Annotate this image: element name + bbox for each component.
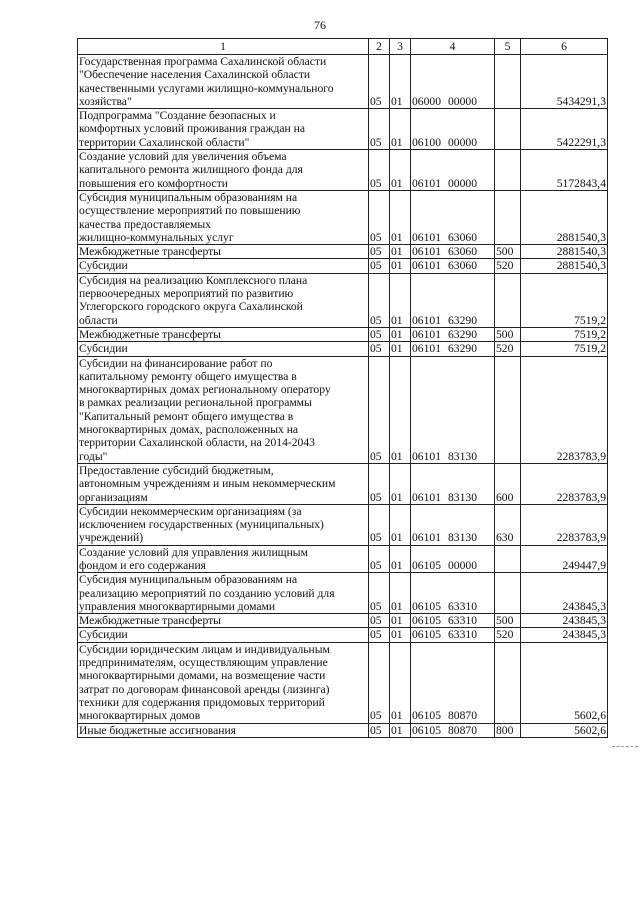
column-header: 5 [495, 39, 521, 55]
section-code: 05 [369, 504, 390, 545]
expense-type-code [495, 545, 521, 573]
expense-type-code: 520 [495, 259, 521, 273]
column-header: 3 [390, 39, 411, 55]
expense-type-code [495, 150, 521, 191]
amount: 2283783,9 [521, 463, 608, 504]
row-description: Предоставление субсидий бюджетным, автономным учреждениям и иным некоммерческим организациям [78, 463, 369, 504]
program-code: 06105 [412, 614, 441, 628]
program-code: 06101 [412, 176, 441, 190]
amount: 243845,3 [521, 628, 608, 642]
amount: 243845,3 [521, 573, 608, 614]
program-code: 06105 [412, 558, 441, 572]
direction-code: 63290 [448, 342, 477, 356]
row-description: Субсидия муниципальным образованиям на реализацию мероприятий по созданию условий для управления многоквартирными домами [78, 573, 369, 614]
expense-type-code: 520 [495, 342, 521, 356]
table-row [78, 150, 608, 191]
subsection-code: 01 [390, 628, 411, 642]
target-article-code [411, 573, 495, 614]
subsection-code: 01 [390, 190, 411, 244]
table-row [78, 723, 608, 737]
target-article-code [411, 504, 495, 545]
subsection-code: 01 [390, 463, 411, 504]
program-code: 06101 [412, 342, 441, 356]
program-code: 06105 [412, 628, 441, 642]
program-code: 06101 [412, 327, 441, 341]
expense-type-code [495, 109, 521, 150]
section-code: 05 [369, 573, 390, 614]
scan-mark [612, 746, 638, 748]
program-code: 06101 [412, 490, 441, 504]
program-code: 06101 [412, 259, 441, 273]
direction-code: 80870 [448, 709, 477, 723]
table-row [78, 190, 608, 244]
row-description: Субсидии юридическим лицам и индивидуальным предпринимателям, осуществляющим управление многоквартирными домами, на возмещение части затрат по договорам финансовой аренды (лизинга) техники для содержания придомовых территорий многоквартирных домов [78, 642, 369, 723]
row-description: Субсидии некоммерческим организациям (за исключением государственных (муниципальных) учреждений) [78, 504, 369, 545]
section-code: 05 [369, 245, 390, 259]
target-article-code [411, 55, 495, 109]
budget-table [77, 38, 608, 738]
expense-type-code: 500 [495, 327, 521, 341]
row-description: Создание условий для увеличения объема капитального ремонта жилищного фонда для повышения его комфортности [78, 150, 369, 191]
direction-code: 00000 [448, 558, 477, 572]
table-row [78, 463, 608, 504]
section-code: 05 [369, 190, 390, 244]
amount: 243845,3 [521, 614, 608, 628]
table-row [78, 614, 608, 628]
subsection-code: 01 [390, 150, 411, 191]
direction-code: 00000 [448, 176, 477, 190]
expense-type-code: 520 [495, 628, 521, 642]
table-row [78, 259, 608, 273]
subsection-code: 01 [390, 273, 411, 327]
direction-code: 63060 [448, 259, 477, 273]
section-code: 05 [369, 723, 390, 737]
amount: 7519,2 [521, 273, 608, 327]
program-code: 06101 [412, 449, 441, 463]
expense-type-code: 630 [495, 504, 521, 545]
target-article-code [411, 463, 495, 504]
row-description: Создание условий для управления жилищным фондом и его содержания [78, 545, 369, 573]
amount: 2881540,3 [521, 259, 608, 273]
program-code: 06101 [412, 245, 441, 259]
header-row [78, 39, 608, 55]
table-row [78, 245, 608, 259]
column-header: 4 [411, 39, 495, 55]
table-row [78, 573, 608, 614]
table-row [78, 327, 608, 341]
row-description: Субсидия на реализацию Комплексного плана первоочередных мероприятий по развитию Углегорского городского округа Сахалинской области [78, 273, 369, 327]
column-header: 2 [369, 39, 390, 55]
program-code: 06101 [412, 313, 441, 327]
section-code: 05 [369, 327, 390, 341]
section-code: 05 [369, 150, 390, 191]
section-code: 05 [369, 109, 390, 150]
program-code: 06101 [412, 230, 441, 244]
subsection-code: 01 [390, 356, 411, 463]
expense-type-code [495, 642, 521, 723]
target-article-code [411, 273, 495, 327]
section-code: 05 [369, 642, 390, 723]
amount: 5602,6 [521, 642, 608, 723]
program-code: 06100 [412, 135, 441, 149]
section-code: 05 [369, 628, 390, 642]
expense-type-code: 500 [495, 245, 521, 259]
section-code: 05 [369, 259, 390, 273]
expense-type-code [495, 356, 521, 463]
target-article-code [411, 614, 495, 628]
direction-code: 63060 [448, 230, 477, 244]
amount: 7519,2 [521, 327, 608, 341]
expense-type-code: 600 [495, 463, 521, 504]
row-description: Субсидии [78, 259, 369, 273]
subsection-code: 01 [390, 545, 411, 573]
subsection-code: 01 [390, 614, 411, 628]
row-description: Субсидия муниципальным образованиям на осуществление мероприятий по повышению качества предоставляемых жилищно-коммунальных услуг [78, 190, 369, 244]
target-article-code [411, 356, 495, 463]
direction-code: 63310 [448, 628, 477, 642]
expense-type-code [495, 573, 521, 614]
program-code: 06101 [412, 531, 441, 545]
direction-code: 80870 [448, 723, 477, 737]
subsection-code: 01 [390, 327, 411, 341]
amount: 5422291,3 [521, 109, 608, 150]
table-row [78, 545, 608, 573]
amount: 5602,6 [521, 723, 608, 737]
direction-code: 63290 [448, 313, 477, 327]
table-row [78, 504, 608, 545]
direction-code: 63310 [448, 614, 477, 628]
subsection-code: 01 [390, 55, 411, 109]
row-description: Иные бюджетные ассигнования [78, 723, 369, 737]
direction-code: 00000 [448, 94, 477, 108]
target-article-code [411, 628, 495, 642]
subsection-code: 01 [390, 245, 411, 259]
row-description: Подпрограмма "Создание безопасных и комфортных условий проживания граждан на территории Сахалинской области" [78, 109, 369, 150]
target-article-code [411, 109, 495, 150]
subsection-code: 01 [390, 573, 411, 614]
section-code: 05 [369, 545, 390, 573]
target-article-code [411, 259, 495, 273]
row-description: Субсидии [78, 628, 369, 642]
section-code: 05 [369, 463, 390, 504]
program-code: 06105 [412, 599, 441, 613]
amount: 249447,9 [521, 545, 608, 573]
program-code: 06105 [412, 723, 441, 737]
program-code: 06000 [412, 94, 441, 108]
target-article-code [411, 327, 495, 341]
row-description: Субсидии [78, 342, 369, 356]
target-article-code [411, 342, 495, 356]
direction-code: 00000 [448, 135, 477, 149]
expense-type-code [495, 273, 521, 327]
target-article-code [411, 642, 495, 723]
direction-code: 83130 [448, 449, 477, 463]
section-code: 05 [369, 55, 390, 109]
direction-code: 83130 [448, 490, 477, 504]
page-number: 76 [314, 18, 326, 32]
row-description: Межбюджетные трансферты [78, 327, 369, 341]
table-row [78, 642, 608, 723]
subsection-code: 01 [390, 259, 411, 273]
amount: 2881540,3 [521, 245, 608, 259]
target-article-code [411, 245, 495, 259]
target-article-code [411, 545, 495, 573]
direction-code: 63310 [448, 599, 477, 613]
amount: 7519,2 [521, 342, 608, 356]
subsection-code: 01 [390, 109, 411, 150]
amount: 5172843,4 [521, 150, 608, 191]
row-description: Государственная программа Сахалинской области "Обеспечение населения Сахалинской области качественными услугами жилищно-коммунального хозяйства" [78, 55, 369, 109]
section-code: 05 [369, 273, 390, 327]
subsection-code: 01 [390, 642, 411, 723]
amount: 5434291,3 [521, 55, 608, 109]
row-description: Межбюджетные трансферты [78, 245, 369, 259]
table-row [78, 356, 608, 463]
amount: 2283783,9 [521, 504, 608, 545]
amount: 2283783,9 [521, 356, 608, 463]
section-code: 05 [369, 356, 390, 463]
expense-type-code [495, 190, 521, 244]
row-description: Субсидии на финансирование работ по капитальному ремонту общего имущества в многоквартирных домах региональному оператору в рамках реализации региональной программы "Капитальный ремонт общего имущества в многоквартирных домах, расположенных на территории Сахалинской области, на 2014-2043 годы" [78, 356, 369, 463]
expense-type-code: 800 [495, 723, 521, 737]
direction-code: 63290 [448, 327, 477, 341]
subsection-code: 01 [390, 504, 411, 545]
subsection-code: 01 [390, 342, 411, 356]
program-code: 06105 [412, 709, 441, 723]
table-row [78, 55, 608, 109]
expense-type-code: 500 [495, 614, 521, 628]
column-header: 1 [78, 39, 369, 55]
row-description: Межбюджетные трансферты [78, 614, 369, 628]
direction-code: 83130 [448, 531, 477, 545]
expense-type-code [495, 55, 521, 109]
target-article-code [411, 190, 495, 244]
section-code: 05 [369, 342, 390, 356]
target-article-code [411, 150, 495, 191]
target-article-code [411, 723, 495, 737]
table-row [78, 109, 608, 150]
direction-code: 63060 [448, 245, 477, 259]
section-code: 05 [369, 614, 390, 628]
table-row [78, 628, 608, 642]
column-header: 6 [521, 39, 608, 55]
table-row [78, 342, 608, 356]
subsection-code: 01 [390, 723, 411, 737]
table-row [78, 273, 608, 327]
amount: 2881540,3 [521, 190, 608, 244]
